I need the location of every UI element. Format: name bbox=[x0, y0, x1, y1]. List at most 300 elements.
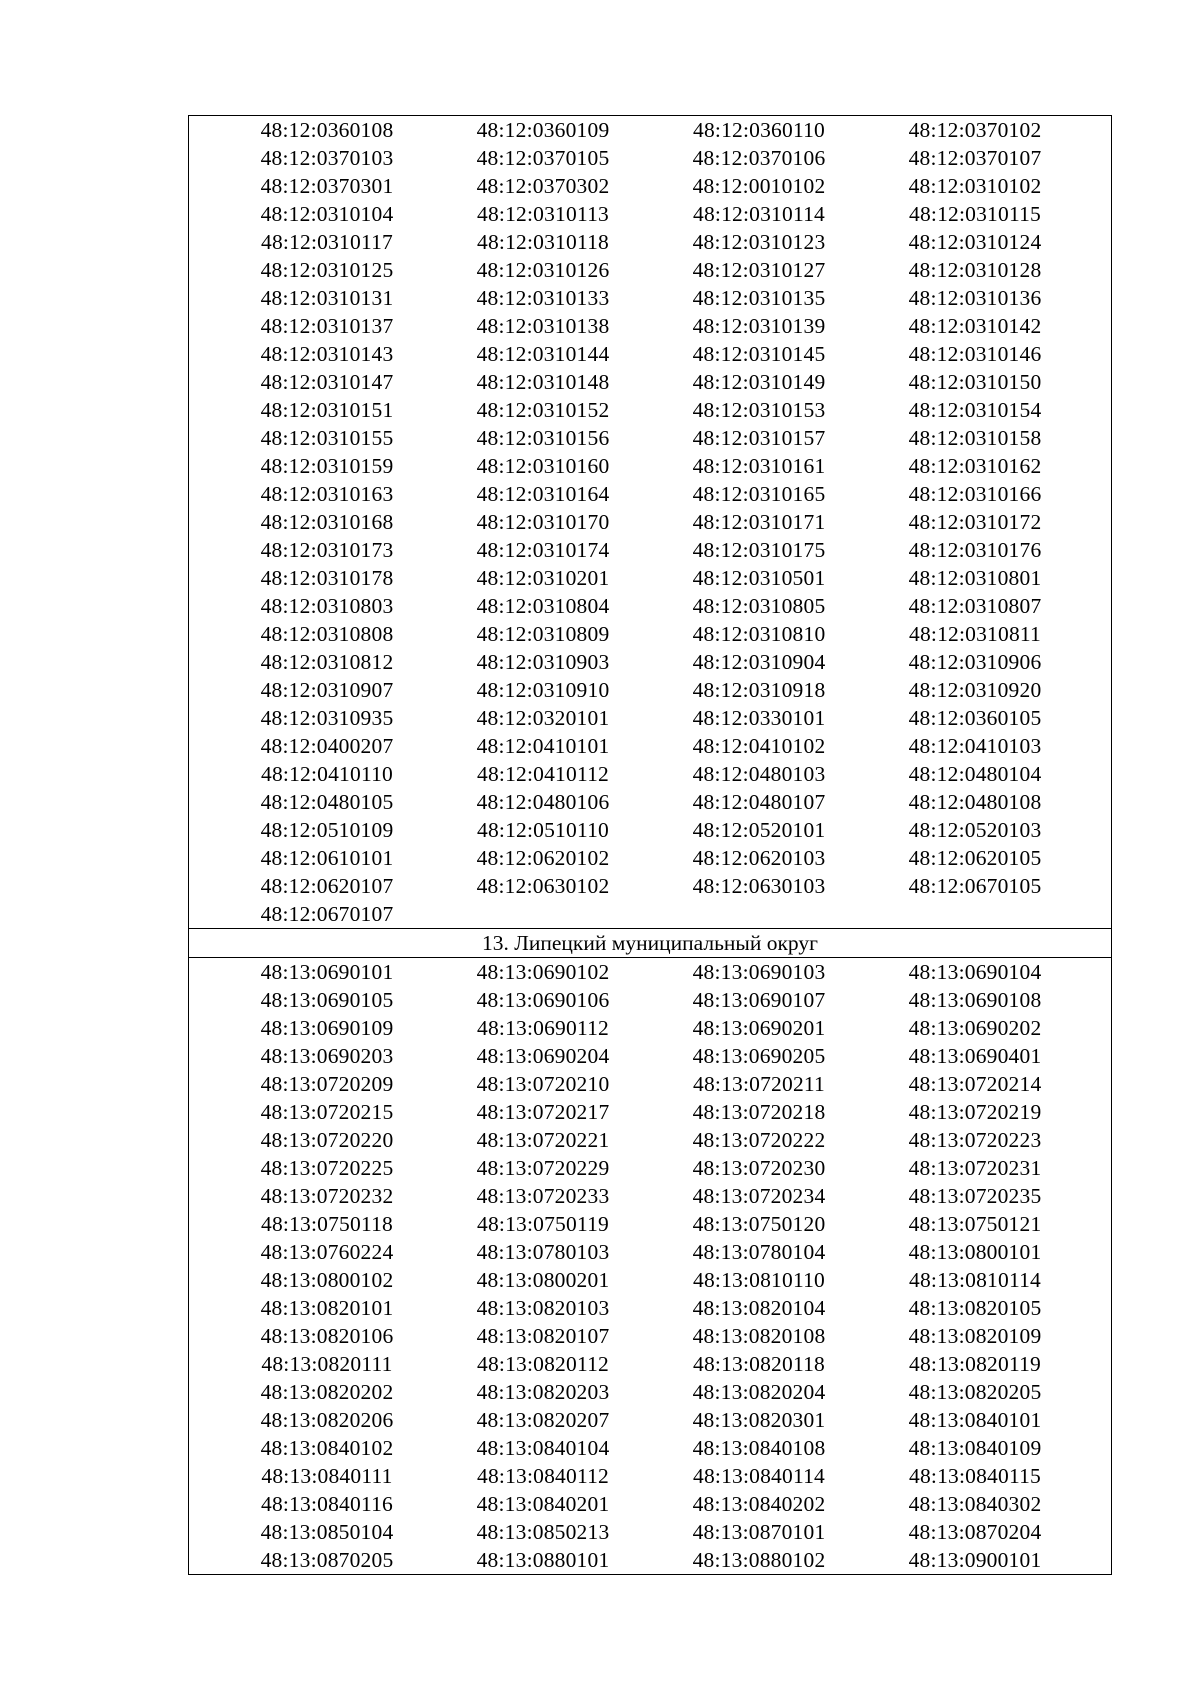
row-values bbox=[189, 1182, 1111, 1210]
row-cell bbox=[189, 1546, 1112, 1575]
row-cell bbox=[189, 1406, 1112, 1434]
cadastral-number: 48:12:0310124 bbox=[908, 230, 1042, 254]
row-cell bbox=[189, 816, 1112, 844]
cadastral-number: 48:12:0310151 bbox=[260, 398, 394, 422]
table-row bbox=[189, 480, 1112, 508]
table-row bbox=[189, 844, 1112, 872]
row-cell bbox=[189, 1378, 1112, 1406]
cadastral-number: 48:13:0820101 bbox=[260, 1296, 394, 1320]
cadastral-number: 48:12:0310157 bbox=[692, 426, 826, 450]
cadastral-number: 48:12:0310920 bbox=[908, 678, 1042, 702]
row-values bbox=[189, 844, 1111, 872]
cadastral-number: 48:13:0800201 bbox=[476, 1268, 610, 1292]
table-row bbox=[189, 1490, 1112, 1518]
row-values bbox=[189, 1266, 1111, 1294]
cadastral-number: 48:12:0310133 bbox=[476, 286, 610, 310]
row-values bbox=[189, 1462, 1111, 1490]
cadastral-number: 48:13:0760224 bbox=[260, 1240, 394, 1264]
row-cell bbox=[189, 1518, 1112, 1546]
row-cell bbox=[189, 620, 1112, 648]
table-row bbox=[189, 986, 1112, 1014]
cadastral-number: 48:13:0820206 bbox=[260, 1408, 394, 1432]
table-row bbox=[189, 816, 1112, 844]
section-heading-row bbox=[189, 929, 1112, 958]
row-values bbox=[189, 1070, 1111, 1098]
row-cell bbox=[189, 1070, 1112, 1098]
row-cell bbox=[189, 452, 1112, 480]
cadastral-number: 48:13:0780103 bbox=[476, 1240, 610, 1264]
cadastral-number: 48:12:0310135 bbox=[692, 286, 826, 310]
cadastral-number: 48:12:0310810 bbox=[692, 622, 826, 646]
cadastral-number: 48:12:0310805 bbox=[692, 594, 826, 618]
cadastral-number: 48:12:0310801 bbox=[908, 566, 1042, 590]
cadastral-number: 48:12:0360108 bbox=[260, 118, 394, 142]
cadastral-number: 48:12:0480107 bbox=[692, 790, 826, 814]
row-values bbox=[189, 1350, 1111, 1378]
row-cell bbox=[189, 648, 1112, 676]
row-cell bbox=[189, 564, 1112, 592]
row-values bbox=[189, 480, 1111, 508]
row-values bbox=[189, 1518, 1111, 1546]
cadastral-number: 48:13:0840109 bbox=[908, 1436, 1042, 1460]
cadastral-number: 48:12:0310170 bbox=[476, 510, 610, 534]
cadastral-number: 48:12:0310137 bbox=[260, 314, 394, 338]
table-row bbox=[189, 592, 1112, 620]
cadastral-number: 48:12:0620102 bbox=[476, 846, 610, 870]
cadastral-number: 48:12:0630103 bbox=[692, 874, 826, 898]
table-row bbox=[189, 228, 1112, 256]
cadastral-number: 48:13:0720211 bbox=[693, 1072, 825, 1096]
table-row bbox=[189, 340, 1112, 368]
cadastral-number: 48:13:0820119 bbox=[909, 1352, 1041, 1376]
cadastral-number: 48:12:0410112 bbox=[477, 762, 609, 786]
cadastral-number: 48:12:0310809 bbox=[476, 622, 610, 646]
cadastral-number: 48:12:0370102 bbox=[908, 118, 1042, 142]
cadastral-number: 48:13:0720214 bbox=[908, 1072, 1042, 1096]
row-cell bbox=[189, 1238, 1112, 1266]
cadastral-number: 48:13:0690205 bbox=[692, 1044, 826, 1068]
row-values bbox=[189, 284, 1111, 312]
cadastral-number: 48:13:0840101 bbox=[908, 1408, 1042, 1432]
table-row bbox=[189, 1098, 1112, 1126]
cadastral-number: 48:13:0720219 bbox=[908, 1100, 1042, 1124]
table-row bbox=[189, 1238, 1112, 1266]
cadastral-number: 48:12:0310906 bbox=[908, 650, 1042, 674]
row-values bbox=[189, 1546, 1111, 1574]
cadastral-number: 48:12:0310154 bbox=[908, 398, 1042, 422]
row-values bbox=[189, 1490, 1111, 1518]
cadastral-number: 48:12:0310148 bbox=[476, 370, 610, 394]
cadastral-number bbox=[651, 900, 867, 928]
table-row bbox=[189, 1294, 1112, 1322]
table-row bbox=[189, 200, 1112, 228]
table-row bbox=[189, 564, 1112, 592]
cadastral-number: 48:13:0820103 bbox=[476, 1296, 610, 1320]
row-cell bbox=[189, 1462, 1112, 1490]
cadastral-number: 48:12:0310158 bbox=[908, 426, 1042, 450]
row-cell bbox=[189, 1434, 1112, 1462]
cadastral-number: 48:13:0720234 bbox=[692, 1184, 826, 1208]
cadastral-number: 48:13:0840102 bbox=[260, 1436, 394, 1460]
row-cell bbox=[189, 228, 1112, 256]
cadastral-number: 48:12:0310811 bbox=[909, 622, 1041, 646]
row-cell bbox=[189, 1154, 1112, 1182]
cadastral-number: 48:13:0840114 bbox=[693, 1464, 825, 1488]
cadastral-number: 48:13:0750120 bbox=[692, 1212, 826, 1236]
row-values bbox=[189, 536, 1111, 564]
cadastral-number: 48:12:0310803 bbox=[260, 594, 394, 618]
cadastral-number: 48:13:0900101 bbox=[908, 1548, 1042, 1572]
table-row bbox=[189, 788, 1112, 816]
table-row bbox=[189, 872, 1112, 900]
cadastral-number: 48:13:0720209 bbox=[260, 1072, 394, 1096]
cadastral-number: 48:12:0310147 bbox=[260, 370, 394, 394]
cadastral-number: 48:13:0880102 bbox=[692, 1548, 826, 1572]
table-row bbox=[189, 1266, 1112, 1294]
cadastral-number: 48:13:0720221 bbox=[476, 1128, 610, 1152]
cadastral-number: 48:12:0310812 bbox=[260, 650, 394, 674]
cadastral-number: 48:13:0840112 bbox=[477, 1464, 609, 1488]
cadastral-number: 48:13:0820207 bbox=[476, 1408, 610, 1432]
cadastral-number: 48:12:0310145 bbox=[692, 342, 826, 366]
cadastral-number: 48:13:0820203 bbox=[476, 1380, 610, 1404]
cadastral-number: 48:13:0820104 bbox=[692, 1296, 826, 1320]
row-values bbox=[189, 900, 1111, 928]
cadastral-number: 48:12:0310904 bbox=[692, 650, 826, 674]
cadastral-number: 48:13:0800102 bbox=[260, 1268, 394, 1292]
cadastral-number: 48:12:0480106 bbox=[476, 790, 610, 814]
row-cell bbox=[189, 312, 1112, 340]
row-cell bbox=[189, 760, 1112, 788]
cadastral-number: 48:13:0840104 bbox=[476, 1436, 610, 1460]
cadastral-number: 48:12:0480104 bbox=[908, 762, 1042, 786]
row-cell bbox=[189, 1210, 1112, 1238]
table-row bbox=[189, 760, 1112, 788]
cadastral-number: 48:13:0820112 bbox=[477, 1352, 609, 1376]
table-row bbox=[189, 256, 1112, 284]
table-row bbox=[189, 1042, 1112, 1070]
row-values bbox=[189, 986, 1111, 1014]
cadastral-number: 48:12:0310907 bbox=[260, 678, 394, 702]
cadastral-number: 48:13:0690202 bbox=[908, 1016, 1042, 1040]
cadastral-number: 48:12:0310102 bbox=[908, 174, 1042, 198]
cadastral-number: 48:13:0720218 bbox=[692, 1100, 826, 1124]
cadastral-number: 48:13:0720223 bbox=[908, 1128, 1042, 1152]
row-values bbox=[189, 368, 1111, 396]
cadastral-number: 48:12:0310156 bbox=[476, 426, 610, 450]
row-values bbox=[189, 760, 1111, 788]
cadastral-number: 48:12:0610101 bbox=[260, 846, 394, 870]
cadastral-number: 48:12:0310918 bbox=[692, 678, 826, 702]
cadastral-number: 48:12:0310164 bbox=[476, 482, 610, 506]
cadastral-number: 48:12:0310168 bbox=[260, 510, 394, 534]
row-cell bbox=[189, 872, 1112, 900]
cadastral-number: 48:13:0690106 bbox=[476, 988, 610, 1012]
cadastral-number: 48:13:0690401 bbox=[908, 1044, 1042, 1068]
cadastral-number: 48:12:0480108 bbox=[908, 790, 1042, 814]
cadastral-number: 48:13:0690201 bbox=[692, 1016, 826, 1040]
row-cell bbox=[189, 986, 1112, 1014]
cadastral-number: 48:12:0480105 bbox=[260, 790, 394, 814]
cadastral-number: 48:13:0720230 bbox=[692, 1156, 826, 1180]
cadastral-number: 48:12:0370103 bbox=[260, 146, 394, 170]
table-row bbox=[189, 1462, 1112, 1490]
row-values bbox=[189, 1042, 1111, 1070]
cadastral-number: 48:12:0620105 bbox=[908, 846, 1042, 870]
cadastral-number: 48:12:0310144 bbox=[476, 342, 610, 366]
table-row bbox=[189, 536, 1112, 564]
row-values bbox=[189, 1014, 1111, 1042]
cadastral-number: 48:12:0310501 bbox=[692, 566, 826, 590]
cadastral-number: 48:12:0310159 bbox=[260, 454, 394, 478]
cadastral-number: 48:13:0720210 bbox=[476, 1072, 610, 1096]
cadastral-number: 48:13:0810114 bbox=[909, 1268, 1041, 1292]
cadastral-number bbox=[867, 900, 1083, 928]
cadastral-number: 48:13:0720217 bbox=[476, 1100, 610, 1124]
cadastral-number: 48:13:0690103 bbox=[692, 960, 826, 984]
row-values bbox=[189, 1294, 1111, 1322]
cadastral-number: 48:12:0310807 bbox=[908, 594, 1042, 618]
cadastral-number: 48:13:0690107 bbox=[692, 988, 826, 1012]
cadastral-number: 48:12:0670107 bbox=[260, 902, 394, 926]
cadastral-number: 48:13:0690105 bbox=[260, 988, 394, 1012]
cadastral-number: 48:13:0820111 bbox=[261, 1352, 393, 1376]
cadastral-number: 48:13:0750121 bbox=[908, 1212, 1042, 1236]
row-cell bbox=[189, 284, 1112, 312]
row-cell bbox=[189, 1098, 1112, 1126]
row-values bbox=[189, 564, 1111, 592]
row-cell bbox=[189, 144, 1112, 172]
table-row bbox=[189, 676, 1112, 704]
row-values bbox=[189, 508, 1111, 536]
cadastral-number: 48:13:0820109 bbox=[908, 1324, 1042, 1348]
cadastral-number: 48:13:0840302 bbox=[908, 1492, 1042, 1516]
row-values bbox=[189, 312, 1111, 340]
table-row bbox=[189, 704, 1112, 732]
cadastral-number: 48:13:0690203 bbox=[260, 1044, 394, 1068]
cadastral-number: 48:13:0690104 bbox=[908, 960, 1042, 984]
cadastral-number: 48:12:0310166 bbox=[908, 482, 1042, 506]
row-values bbox=[189, 592, 1111, 620]
table-row bbox=[189, 1014, 1112, 1042]
row-values bbox=[189, 172, 1111, 200]
cadastral-number: 48:13:0820301 bbox=[692, 1408, 826, 1432]
row-values bbox=[189, 256, 1111, 284]
cadastral-number: 48:13:0870101 bbox=[692, 1520, 826, 1544]
cadastral-number: 48:13:0810110 bbox=[693, 1268, 825, 1292]
cadastral-number: 48:13:0800101 bbox=[908, 1240, 1042, 1264]
table-row bbox=[189, 396, 1112, 424]
cadastral-number: 48:12:0670105 bbox=[908, 874, 1042, 898]
cadastral-number: 48:12:0310160 bbox=[476, 454, 610, 478]
table-row bbox=[189, 900, 1112, 929]
row-values bbox=[189, 788, 1111, 816]
cadastral-number: 48:12:0310128 bbox=[908, 258, 1042, 282]
row-values bbox=[189, 1238, 1111, 1266]
cadastral-number: 48:13:0840111 bbox=[261, 1464, 393, 1488]
cadastral-number: 48:12:0310117 bbox=[261, 230, 393, 254]
cadastral-number: 48:12:0360109 bbox=[476, 118, 610, 142]
table-row bbox=[189, 958, 1112, 987]
row-values bbox=[189, 396, 1111, 424]
row-values bbox=[189, 1378, 1111, 1406]
cadastral-number: 48:12:0310175 bbox=[692, 538, 826, 562]
row-cell bbox=[189, 732, 1112, 760]
row-cell bbox=[189, 958, 1112, 987]
cadastral-number: 48:13:0720235 bbox=[908, 1184, 1042, 1208]
table-row bbox=[189, 452, 1112, 480]
cadastral-number: 48:12:0310131 bbox=[260, 286, 394, 310]
cadastral-number: 48:13:0690108 bbox=[908, 988, 1042, 1012]
row-values bbox=[189, 452, 1111, 480]
row-cell bbox=[189, 1042, 1112, 1070]
row-values bbox=[189, 1098, 1111, 1126]
cadastral-number: 48:12:0310171 bbox=[692, 510, 826, 534]
cadastral-number: 48:12:0410103 bbox=[908, 734, 1042, 758]
table-row bbox=[189, 1406, 1112, 1434]
cadastral-number: 48:12:0010102 bbox=[692, 174, 826, 198]
row-values bbox=[189, 816, 1111, 844]
table-row bbox=[189, 1126, 1112, 1154]
cadastral-number: 48:13:0720220 bbox=[260, 1128, 394, 1152]
cadastral-number: 48:12:0310118 bbox=[477, 230, 609, 254]
cadastral-number: 48:12:0480103 bbox=[692, 762, 826, 786]
row-values bbox=[189, 424, 1111, 452]
cadastral-number: 48:12:0310115 bbox=[909, 202, 1041, 226]
row-cell bbox=[189, 396, 1112, 424]
row-values bbox=[189, 200, 1111, 228]
row-values bbox=[189, 1406, 1111, 1434]
cadastral-number: 48:12:0310127 bbox=[692, 258, 826, 282]
row-values bbox=[189, 620, 1111, 648]
table-row bbox=[189, 1182, 1112, 1210]
cadastral-number: 48:12:0310910 bbox=[476, 678, 610, 702]
row-cell bbox=[189, 1294, 1112, 1322]
table-row bbox=[189, 368, 1112, 396]
cadastral-number: 48:12:0310150 bbox=[908, 370, 1042, 394]
cadastral-number: 48:12:0310149 bbox=[692, 370, 826, 394]
table-body bbox=[189, 116, 1112, 1575]
cadastral-number: 48:12:0310163 bbox=[260, 482, 394, 506]
row-cell bbox=[189, 844, 1112, 872]
cadastral-number: 48:13:0750119 bbox=[477, 1212, 609, 1236]
cadastral-number: 48:12:0620103 bbox=[692, 846, 826, 870]
cadastral-number: 48:12:0310804 bbox=[476, 594, 610, 618]
cadastral-number: 48:12:0310808 bbox=[260, 622, 394, 646]
row-cell bbox=[189, 172, 1112, 200]
row-cell bbox=[189, 116, 1112, 145]
cadastral-number: 48:12:0400207 bbox=[260, 734, 394, 758]
cadastral-number: 48:12:0310174 bbox=[476, 538, 610, 562]
cadastral-number bbox=[435, 900, 651, 928]
table-row bbox=[189, 1154, 1112, 1182]
cadastral-number: 48:13:0720233 bbox=[476, 1184, 610, 1208]
cadastral-number: 48:12:0310201 bbox=[476, 566, 610, 590]
cadastral-number: 48:12:0370107 bbox=[908, 146, 1042, 170]
row-cell bbox=[189, 1490, 1112, 1518]
cadastral-number: 48:12:0310176 bbox=[908, 538, 1042, 562]
row-values bbox=[189, 340, 1111, 368]
cadastral-number: 48:13:0720225 bbox=[260, 1156, 394, 1180]
cadastral-number: 48:12:0310165 bbox=[692, 482, 826, 506]
row-values bbox=[189, 872, 1111, 900]
table-row bbox=[189, 116, 1112, 145]
cadastral-number: 48:13:0840202 bbox=[692, 1492, 826, 1516]
cadastral-number: 48:13:0690204 bbox=[476, 1044, 610, 1068]
cadastral-number: 48:12:0310126 bbox=[476, 258, 610, 282]
cadastral-number: 48:13:0720222 bbox=[692, 1128, 826, 1152]
cadastral-number: 48:12:0310935 bbox=[260, 706, 394, 730]
cadastral-number: 48:12:0310903 bbox=[476, 650, 610, 674]
cadastral-quarters-table bbox=[188, 115, 1112, 1575]
cadastral-number: 48:12:0330101 bbox=[692, 706, 826, 730]
row-values bbox=[189, 1434, 1111, 1462]
table-row bbox=[189, 1322, 1112, 1350]
row-values bbox=[189, 648, 1111, 676]
table-row bbox=[189, 284, 1112, 312]
cadastral-number: 48:12:0310146 bbox=[908, 342, 1042, 366]
cadastral-number: 48:13:0720229 bbox=[476, 1156, 610, 1180]
row-cell bbox=[189, 340, 1112, 368]
cadastral-number: 48:13:0850104 bbox=[260, 1520, 394, 1544]
row-cell bbox=[189, 368, 1112, 396]
row-values bbox=[189, 1322, 1111, 1350]
table-row bbox=[189, 1210, 1112, 1238]
table-row bbox=[189, 1070, 1112, 1098]
row-cell bbox=[189, 1014, 1112, 1042]
cadastral-number: 48:13:0820118 bbox=[693, 1352, 825, 1376]
table-row bbox=[189, 172, 1112, 200]
row-cell bbox=[189, 256, 1112, 284]
cadastral-number: 48:13:0840115 bbox=[909, 1464, 1041, 1488]
section-heading: 13. Липецкий муниципальный округ bbox=[189, 929, 1112, 958]
cadastral-number: 48:13:0840201 bbox=[476, 1492, 610, 1516]
row-values bbox=[189, 1126, 1111, 1154]
cadastral-number: 48:13:0820202 bbox=[260, 1380, 394, 1404]
cadastral-number: 48:12:0620107 bbox=[260, 874, 394, 898]
row-values bbox=[189, 116, 1111, 144]
table-row bbox=[189, 144, 1112, 172]
cadastral-number: 48:12:0310173 bbox=[260, 538, 394, 562]
cadastral-number: 48:12:0410102 bbox=[692, 734, 826, 758]
table-row bbox=[189, 648, 1112, 676]
cadastral-number: 48:13:0820204 bbox=[692, 1380, 826, 1404]
cadastral-number: 48:12:0410101 bbox=[476, 734, 610, 758]
cadastral-number: 48:12:0370301 bbox=[260, 174, 394, 198]
cadastral-number: 48:13:0720232 bbox=[260, 1184, 394, 1208]
cadastral-number: 48:12:0510109 bbox=[260, 818, 394, 842]
cadastral-number: 48:12:0320101 bbox=[476, 706, 610, 730]
cadastral-number: 48:12:0310113 bbox=[477, 202, 609, 226]
row-values bbox=[189, 676, 1111, 704]
cadastral-number: 48:13:0720231 bbox=[908, 1156, 1042, 1180]
cadastral-number: 48:13:0720215 bbox=[260, 1100, 394, 1124]
cadastral-number: 48:13:0690112 bbox=[477, 1016, 609, 1040]
row-cell bbox=[189, 536, 1112, 564]
row-cell bbox=[189, 1266, 1112, 1294]
cadastral-number: 48:12:0310125 bbox=[260, 258, 394, 282]
table-row bbox=[189, 508, 1112, 536]
cadastral-number: 48:12:0310143 bbox=[260, 342, 394, 366]
row-cell bbox=[189, 1182, 1112, 1210]
table-row bbox=[189, 1518, 1112, 1546]
row-values bbox=[189, 144, 1111, 172]
row-cell bbox=[189, 1126, 1112, 1154]
cadastral-number: 48:12:0310138 bbox=[476, 314, 610, 338]
cadastral-number: 48:12:0360110 bbox=[693, 118, 825, 142]
cadastral-number: 48:12:0310139 bbox=[692, 314, 826, 338]
cadastral-number: 48:12:0360105 bbox=[908, 706, 1042, 730]
